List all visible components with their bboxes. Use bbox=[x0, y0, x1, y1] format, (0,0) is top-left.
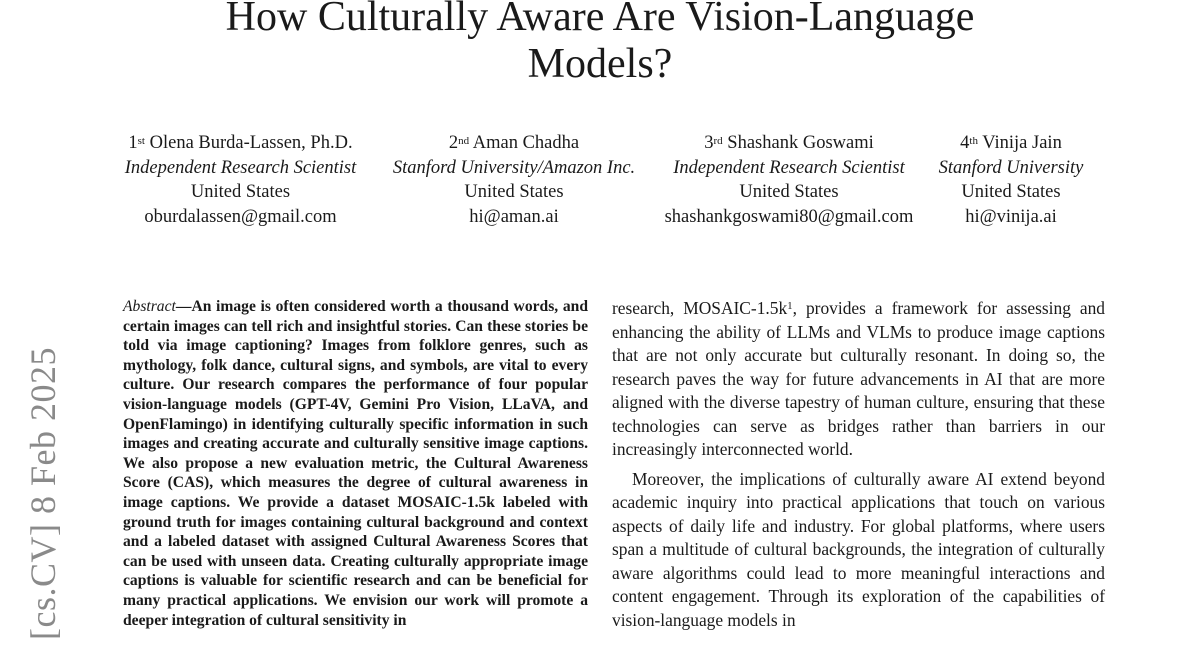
author-name: 1st Olena Burda-Lassen, Ph.D. bbox=[128, 133, 353, 153]
author-email: hi@aman.ai bbox=[469, 206, 559, 227]
paper-title bbox=[0, 0, 1200, 88]
body-paragraph: Moreover, the implications of culturally aware AI extend beyond academic inquiry into practical applications that touch on various aspects of daily life and industry. For global platforms, where users span a multitude of cultural backgrounds, the integration of culturally aware algorithms could lead to more meaningful interactions and content engagement. Through its exploration of the capabilities of vision-language models in bbox=[612, 468, 1105, 630]
author-affiliation: Stanford University bbox=[938, 157, 1084, 178]
author-name: 2nd Aman Chadha bbox=[448, 133, 580, 153]
author-affiliation: Stanford University/Amazon Inc. bbox=[392, 157, 636, 178]
body-paragraph: research, MOSAIC-$1.5k^1$, provides a framework for assessing and enhancing the ability of LLMs and VLMs to produce image captions that are not only accurate but culturally resonant. In doing so, the research paves the way for future advancements in AI that are more aligned with the diverse tapestry of human culture, ensuring that these technologies can serve as bridges rather than barriers in our increasingly interconnected world. bbox=[612, 298, 1106, 459]
author-affiliation: Independent Research Scientist bbox=[124, 157, 357, 178]
author-affiliation: Independent Research Scientist bbox=[673, 157, 905, 178]
arxiv-stamp: [cs.CV] 8 Feb 2025 bbox=[23, 347, 63, 640]
author-name: 3rd Shashank Goswami bbox=[704, 133, 874, 153]
author-country: United States bbox=[464, 182, 564, 202]
author-name: 4th Vinija Jain bbox=[960, 133, 1062, 153]
abstract-dash: — bbox=[175, 298, 192, 315]
body-column-right bbox=[612, 297, 1105, 632]
author-country: United States bbox=[190, 182, 291, 202]
author-email: shashankgoswami80@gmail.com bbox=[664, 206, 914, 227]
author-block-4 bbox=[928, 131, 1094, 229]
author-email: oburdalassen@gmail.com bbox=[144, 206, 337, 227]
abstract-text: An image is often considered worth a thousand words, and certain images can tell rich and insightful stories. Can these stories be told via image captioning? Images from folklore genres, such as mythology, folk dance, cultural signs, and symbols, are vital to every culture. Our research compares the performance of four popular vision-language models (GPT-4V, Gemini Pro Vision, LLaVA, and OpenFlamingo) in identifying culturally specific information in such images and creating accurate and culturally sensitive image captions. We also propose a new evaluation metric, the Cultural Awareness Score (CAS), which measures the degree of cultural awareness in image captions. We provide a dataset MOSAIC-1.5k labeled with ground truth for images containing cultural background and context and a labeled dataset with assigned Cultural Awareness Scores that can be used with unseen data. Creating culturally appropriate image captions is valuable for scientific research and can be beneficial for many practical applications. We envision our work will promote a deeper integration of cultural sensitivity in bbox=[123, 298, 588, 629]
title-line-1: How Culturally Aware Are Vision-Language bbox=[225, 0, 975, 40]
author-email: hi@vinija.ai bbox=[965, 206, 1057, 227]
title-line-2: Models? bbox=[527, 41, 673, 87]
author-block-2 bbox=[383, 131, 645, 229]
footnote-marker: 1 bbox=[787, 300, 793, 312]
abstract-label: Abstract bbox=[123, 298, 176, 315]
author-block-1 bbox=[103, 131, 378, 229]
abstract bbox=[123, 297, 588, 630]
author-country: United States bbox=[739, 182, 839, 202]
author-block-3 bbox=[658, 131, 920, 229]
author-country: United States bbox=[961, 182, 1061, 202]
